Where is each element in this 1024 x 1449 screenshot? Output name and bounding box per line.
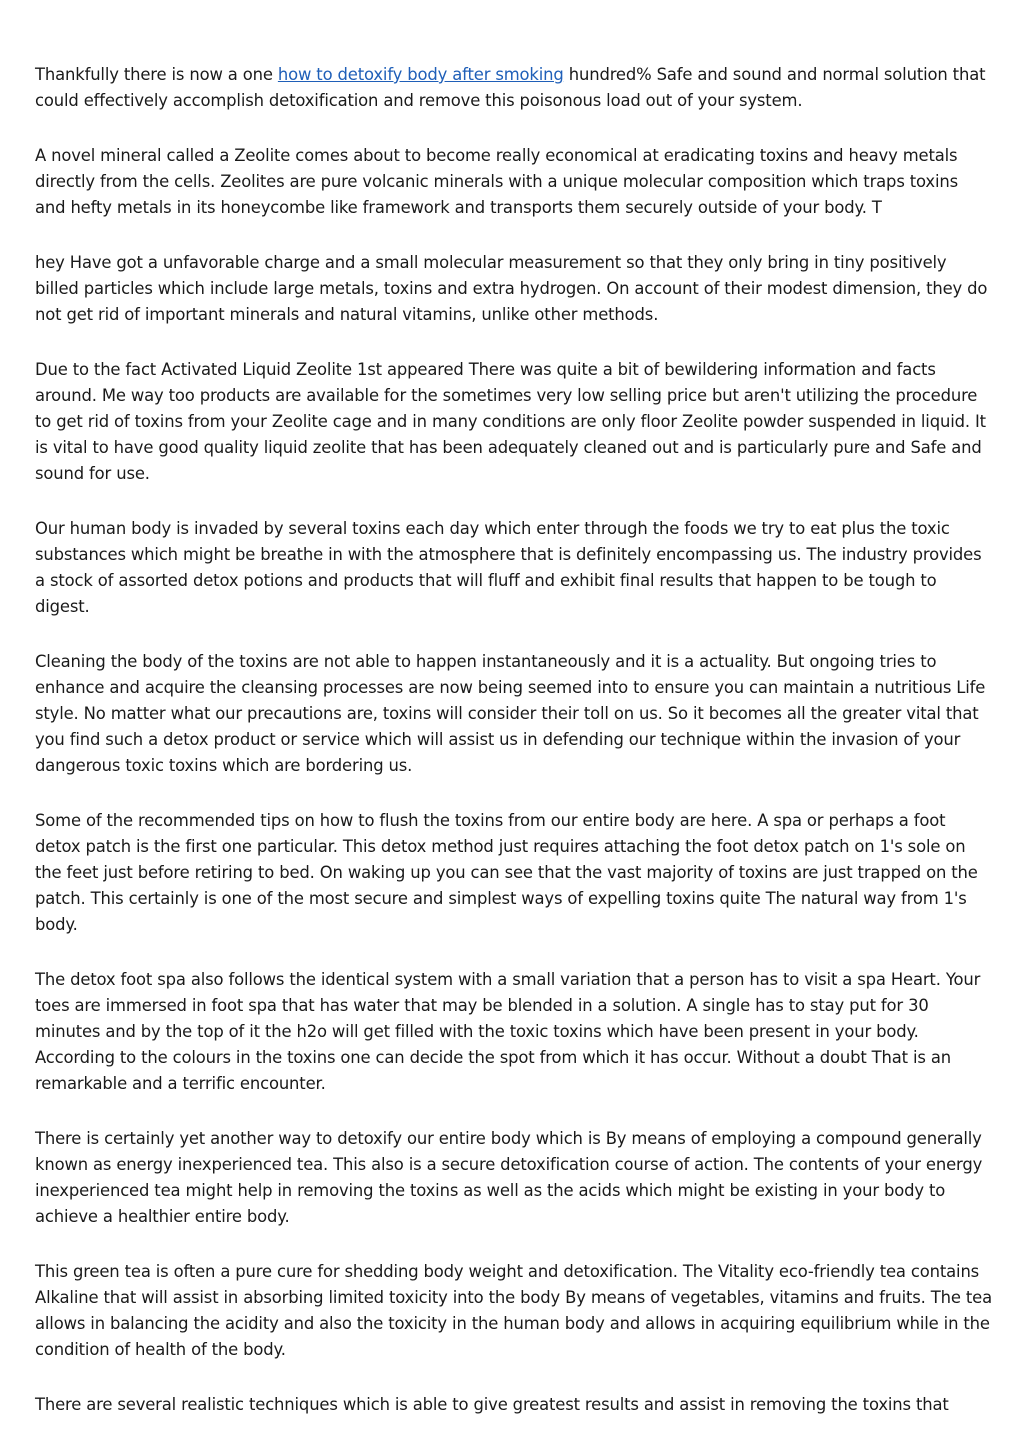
paragraph-9: There is certainly yet another way to detoxify our entire body which is By means of employing a compound generally known as energy inexperienced tea. This also is a secure detoxification course of action. The contents of your energy inexperienced tea might help in removing the toxins as well as the acids which might be existing in your body to achieve a healthier entire body. [35,1129,983,1226]
paragraph-11: There are several realistic techniques which is able to give greatest results and assist in removing the toxins that [35,1395,949,1414]
paragraph-5: Our human body is invaded by several toxins each day which enter through the foods we try to eat plus the toxic substances which might be breathe in with the atmosphere that is definitely encompassing us. The industry provides a stock of assorted detox potions and products that will fluff and exhibit final results that happen to be tough to digest. [35,519,982,616]
paragraph-1-text-end: hundred% Safe and sound and normal solution that could effectively accomplish detoxification and remove this poisonous load out of your system. [35,65,986,110]
detox-after-smoking-link[interactable]: how to detoxify body after smoking [277,65,564,84]
paragraph-4: Due to the fact Activated Liquid Zeolite 1st appeared There was quite a bit of bewildering information and facts around. Me way too products are available for the sometimes very low selling price but aren't utilizing the procedure to get rid of toxins from your Zeolite cage and in many conditions are only floor Zeolite powder suspended in liquid. It is vital to have good quality liquid zeolite that has been adequately cleaned out and is particularly pure and Safe and sound for use. [35,360,986,483]
paragraph-6: Cleaning the body of the toxins are not able to happen instantaneously and it is a actuality. But ongoing tries to enhance and acquire the cleansing processes are now being seemed into to ensure you can maintain a nutritious Life style. No matter what our precautions are, toxins will consider their toll on us. So it becomes all the greater vital that you find such a detox product or service which will assist us in defending our technique within the invasion of your dangerous toxic toxins which are bordering us. [35,652,986,775]
paragraph-3: hey Have got a unfavorable charge and a small molecular measurement so that they only bring in tiny positively billed particles which include large metals, toxins and extra hydrogen. On account of their modest dimension, they do not get rid of important minerals and natural vitamins, unlike other methods. [35,253,988,324]
paragraph-1 [35,62,993,114]
document-body [35,62,993,1447]
paragraph-2: A novel mineral called a Zeolite comes about to become really economical at eradicating toxins and heavy metals directly from the cells. Zeolites are pure volcanic minerals with a unique molecular composition which traps toxins and hefty metals in its honeycombe like framework and transports them securely outside of your body. T [35,146,958,217]
paragraph-7: Some of the recommended tips on how to flush the toxins from our entire body are here. A spa or perhaps a foot detox patch is the first one particular. This detox method just requires attaching the foot detox patch on 1's sole on the feet just before retiring to bed. On waking up you can see that the vast majority of toxins are just trapped on the patch. This certainly is one of the most secure and simplest ways of expelling toxins quite The natural way from 1's body. [35,811,978,934]
paragraph-1-text-start: Thankfully there is now a one [35,65,278,84]
paragraph-8: The detox foot spa also follows the identical system with a small variation that a person has to visit a spa Heart. Your toes are immersed in foot spa that has water that may be blended in a solution. A single has to stay put for 30 minutes and by the top of it the h2o will get filled with the toxic toxins which have been present in your body. According to the colours in the toxins one can decide the spot from which it has occur. Without a doubt That is an remarkable and a terrific encounter. [35,970,981,1093]
paragraph-10: This green tea is often a pure cure for shedding body weight and detoxification. The Vitality eco-friendly tea contains Alkaline that will assist in absorbing limited toxicity into the body By means of vegetables, vitamins and fruits. The tea allows in balancing the acidity and also the toxicity in the human body and allows in acquiring equilibrium while in the condition of health of the body. [35,1262,992,1359]
